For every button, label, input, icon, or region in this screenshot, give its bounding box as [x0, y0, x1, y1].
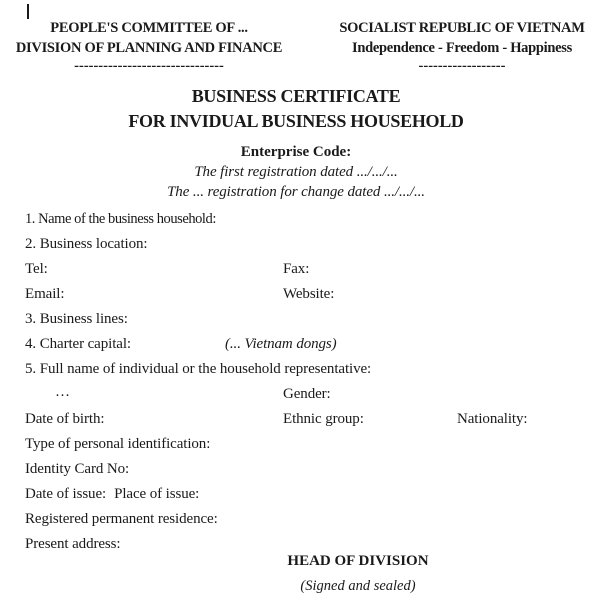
field-dob-label: Date of birth: [25, 411, 105, 427]
field-nationality-label: Nationality: [457, 411, 528, 427]
field-full-name-label: 5. Full name of individual or the household representative: [25, 361, 372, 377]
field-date-of-issue-label: Date of issue: [25, 486, 107, 502]
field-name-label: 1. Name of the business household: [25, 211, 216, 227]
header-left-divider: ------------------------------- [74, 58, 224, 74]
header-right-divider: ------------------ [418, 58, 506, 74]
signature-title: HEAD OF DIVISION [287, 553, 429, 569]
field-charter-capital-label: 4. Charter capital: [25, 336, 131, 352]
field-present-address-label: Present address: [25, 536, 121, 552]
field-ethnic-group-label: Ethnic group: [283, 411, 364, 427]
field-id-card-label: Identity Card No: [25, 461, 130, 477]
change-registration-line: The ... registration for change dated .../.../... [167, 184, 425, 200]
header-right [331, 18, 593, 74]
header-left-line2: DIVISION OF PLANNING AND FINANCE [15, 40, 283, 56]
text-cursor [27, 4, 29, 19]
field-fax-label: Fax: [283, 261, 310, 277]
header-right-line1: SOCIALIST REPUBLIC OF VIETNAM [339, 20, 585, 36]
document-title-line1: BUSINESS CERTIFICATE [191, 86, 401, 106]
field-website-label: Website: [283, 286, 335, 302]
header-left [10, 18, 288, 74]
field-issue-line [25, 486, 199, 503]
field-residence-label: Registered permanent residence: [25, 511, 218, 527]
field-business-lines-label: 3. Business lines: [25, 311, 128, 327]
field-location-label: 2. Business location: [25, 236, 148, 252]
field-email-label: Email: [25, 286, 65, 302]
field-tel-label: Tel: [25, 261, 48, 277]
signature-note: (Signed and sealed) [300, 578, 416, 594]
document-title-line2: FOR INVIDUAL BUSINESS HOUSEHOLD [128, 111, 464, 131]
first-registration-line: The first registration dated .../.../... [194, 164, 398, 180]
field-gender-label: Gender: [283, 386, 331, 402]
field-place-of-issue-label: Place of issue: [114, 486, 200, 502]
header-right-line2: Independence - Freedom - Happiness [352, 40, 572, 56]
ellipsis-placeholder: … [55, 384, 70, 400]
header-left-line1: PEOPLE'S COMMITTEE OF ... [50, 20, 248, 36]
enterprise-code-label: Enterprise Code: [240, 144, 352, 160]
charter-capital-note: (... Vietnam dongs) [225, 336, 337, 352]
field-id-type-label: Type of personal identification: [25, 436, 211, 452]
